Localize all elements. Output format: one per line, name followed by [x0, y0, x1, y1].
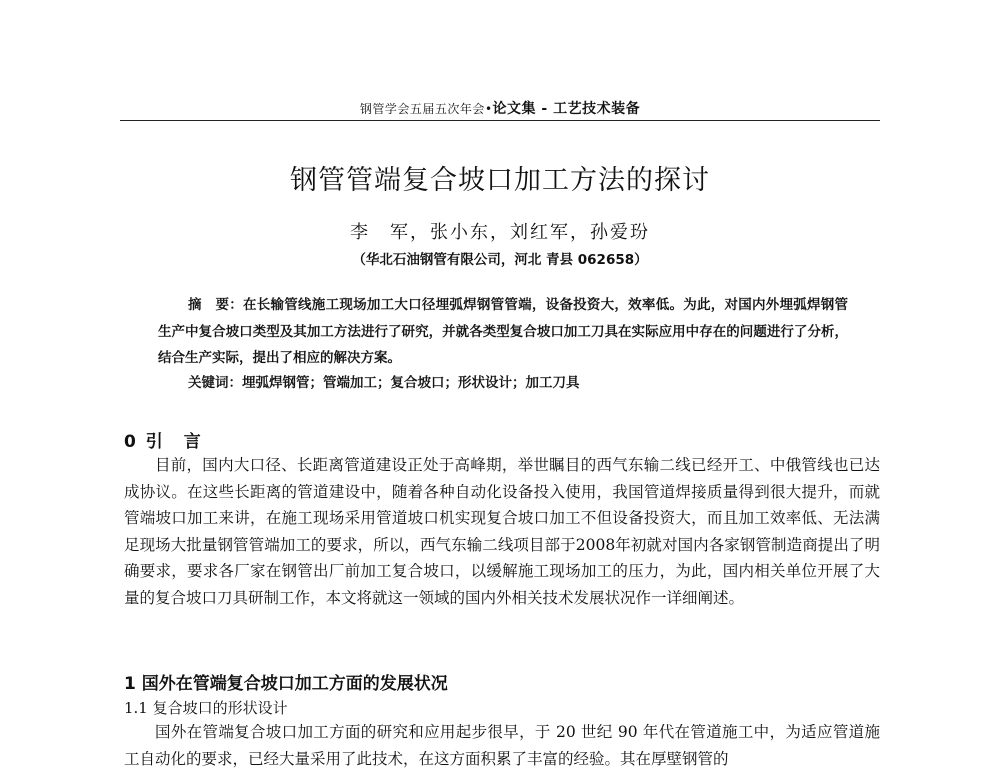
- paper-title: 钢管管端复合坡口加工方法的探讨: [290, 165, 710, 196]
- section-heading-1: 1 国外在管端复合坡口加工方面的发展状况: [124, 674, 448, 694]
- abstract-label: 摘 要：: [188, 297, 244, 313]
- running-header-separator: •: [484, 102, 493, 116]
- keywords-label: 关键词：: [188, 375, 242, 391]
- subsection-heading-1-1: 1.1 复合坡口的形状设计: [124, 699, 288, 717]
- header-rule: [120, 120, 880, 121]
- keywords: [188, 371, 868, 391]
- affiliation: （华北石油钢管有限公司，河北 青县 062658）: [352, 252, 648, 268]
- running-header: [0, 98, 1000, 118]
- subsection-1-1-paragraph: 国外在管端复合坡口加工方面的研究和应用起步很早，于 20 世纪 90 年代在管道施工中，为适应管道施工自动化的要求，已经大量采用了此技术，在这方面积累了丰富的经验。其在厚壁钢管的: [124, 723, 880, 768]
- author-list: 李 军，张小东，刘红军，孙爱玢: [350, 222, 650, 243]
- keywords-text: 埋弧焊钢管；管端加工；复合坡口；形状设计；加工刀具: [242, 375, 580, 391]
- abstract-text: 在长输管线施工现场加工大口径埋弧焊钢管管端，设备投资大，效率低。为此，对国内外埋弧焊钢管生产中复合坡口类型及其加工方法进行了研究，并就各类型复合坡口加工刀具在实际应用中存在的问题进行了分析，结合生产实际，提出了相应的解决方案。: [158, 297, 849, 366]
- intro-paragraph: 目前，国内大口径、长距离管道建设正处于高峰期，举世瞩目的西气东输二线已经开工、中俄管线也已达成协议。在这些长距离的管道建设中，随着各种自动化设备投入使用，我国管道焊接质量得到很大提升，而就管端坡口加工来讲，在施工现场采用管道坡口机实现复合坡口加工不但设备投资大，而且加工效率低、无法满足现场大批量钢管管端加工的要求，所以，西气东输二线项目部于2008年初就对国内各家钢管制造商提出了明确要求，要求各厂家在钢管出厂前加工复合坡口，以缓解施工现场加工的压力，为此，国内相关单位开展了大量的复合坡口刀具研制工作，本文将就这一领域的国内外相关技术发展状况作一详细阐述。: [124, 456, 880, 607]
- abstract: [158, 292, 848, 372]
- section-heading-intro: 0 引 言: [124, 432, 203, 452]
- running-header-right: 论文集 - 工艺技术装备: [492, 101, 641, 117]
- running-header-left: 钢管学会五届五次年会: [359, 102, 485, 116]
